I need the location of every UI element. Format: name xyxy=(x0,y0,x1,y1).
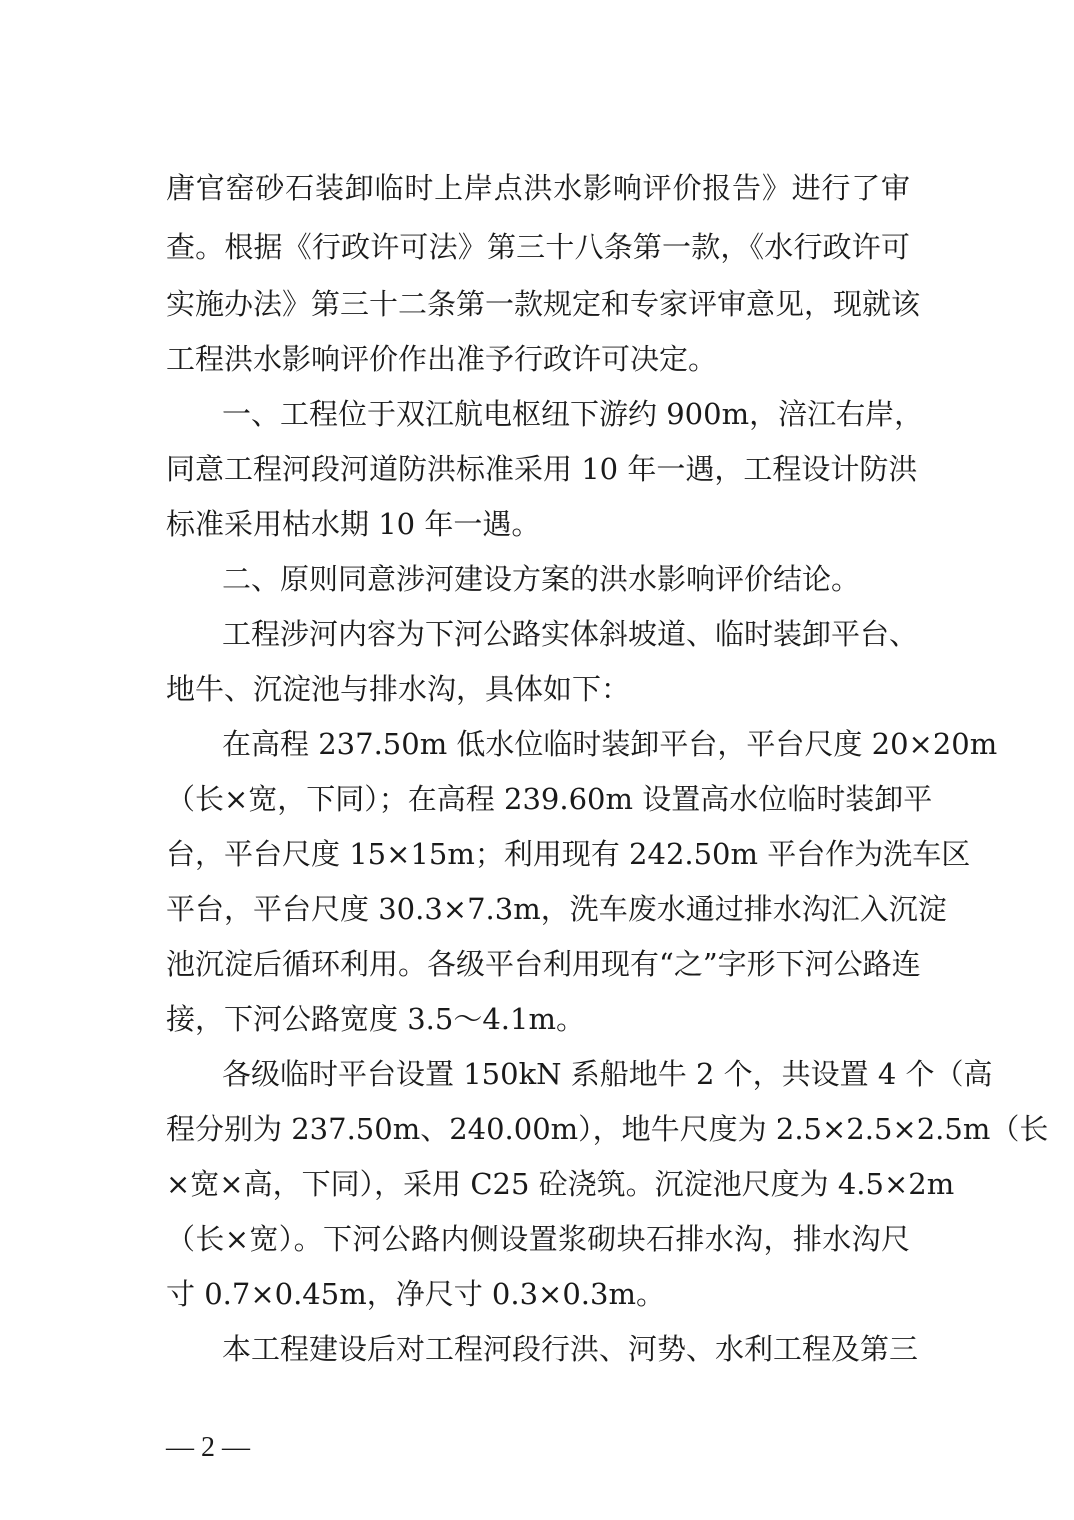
paragraph-first-line: 在高程 237.50m 低水位临时装卸平台，平台尺度 20×20m xyxy=(222,727,998,761)
text-line: （长×宽，下同）；在高程 239.60m 设置高水位临时装卸平 xyxy=(166,782,933,816)
text-line: 池沉淀后循环利用。各级平台利用现有“之”字形下河公路连 xyxy=(166,947,921,981)
paragraph-first-line: 一、工程位于双江航电枢纽下游约 900m，涪江右岸， xyxy=(222,397,924,431)
paragraph-first-line: 二、原则同意涉河建设方案的洪水影响评价结论。 xyxy=(222,562,861,596)
text-line: 唐官窑砂石装卸临时上岸点洪水影响评价报告》进行了审 xyxy=(166,171,910,205)
text-line: 接，下河公路宽度 3.5～4.1m。 xyxy=(166,1002,585,1036)
paragraph-first-line: 各级临时平台设置 150kN 系船地牛 2 个，共设置 4 个（高 xyxy=(222,1057,993,1091)
text-line: 实施办法》第三十二条第一款规定和专家评审意见，现就该 xyxy=(166,287,921,321)
paragraph-first-line: 工程涉河内容为下河公路实体斜坡道、临时装卸平台、 xyxy=(222,617,919,651)
page-number: — 2 — xyxy=(166,1432,250,1463)
text-line: 寸 0.7×0.45m，净尺寸 0.3×0.3m。 xyxy=(166,1277,665,1311)
text-line: 平台，平台尺度 30.3×7.3m，洗车废水通过排水沟汇入沉淀 xyxy=(166,892,947,926)
text-line: 工程洪水影响评价作出准予行政许可决定。 xyxy=(166,342,718,376)
text-line: 程分别为 237.50m、240.00m），地牛尺度为 2.5×2.5×2.5m（长 xyxy=(166,1112,1049,1146)
text-line: 台，平台尺度 15×15m；利用现有 242.50m 平台作为洗车区 xyxy=(166,837,971,871)
text-line: ×宽×高，下同），采用 C25 砼浇筑。沉淀池尺度为 4.5×2m xyxy=(166,1167,955,1201)
paragraph-first-line: 本工程建设后对工程河段行洪、河势、水利工程及第三 xyxy=(222,1332,919,1366)
text-line: 标准采用枯水期 10 年一遇。 xyxy=(166,507,541,541)
text-line: （长×宽）。下河公路内侧设置浆砌块石排水沟，排水沟尺 xyxy=(166,1222,910,1256)
text-line: 同意工程河段河道防洪标准采用 10 年一遇，工程设计防洪 xyxy=(166,452,918,486)
text-line: 查。根据《行政许可法》第三十八条第一款，《水行政许可 xyxy=(166,230,910,264)
text-line: 地牛、沉淀池与排水沟，具体如下： xyxy=(166,672,631,706)
